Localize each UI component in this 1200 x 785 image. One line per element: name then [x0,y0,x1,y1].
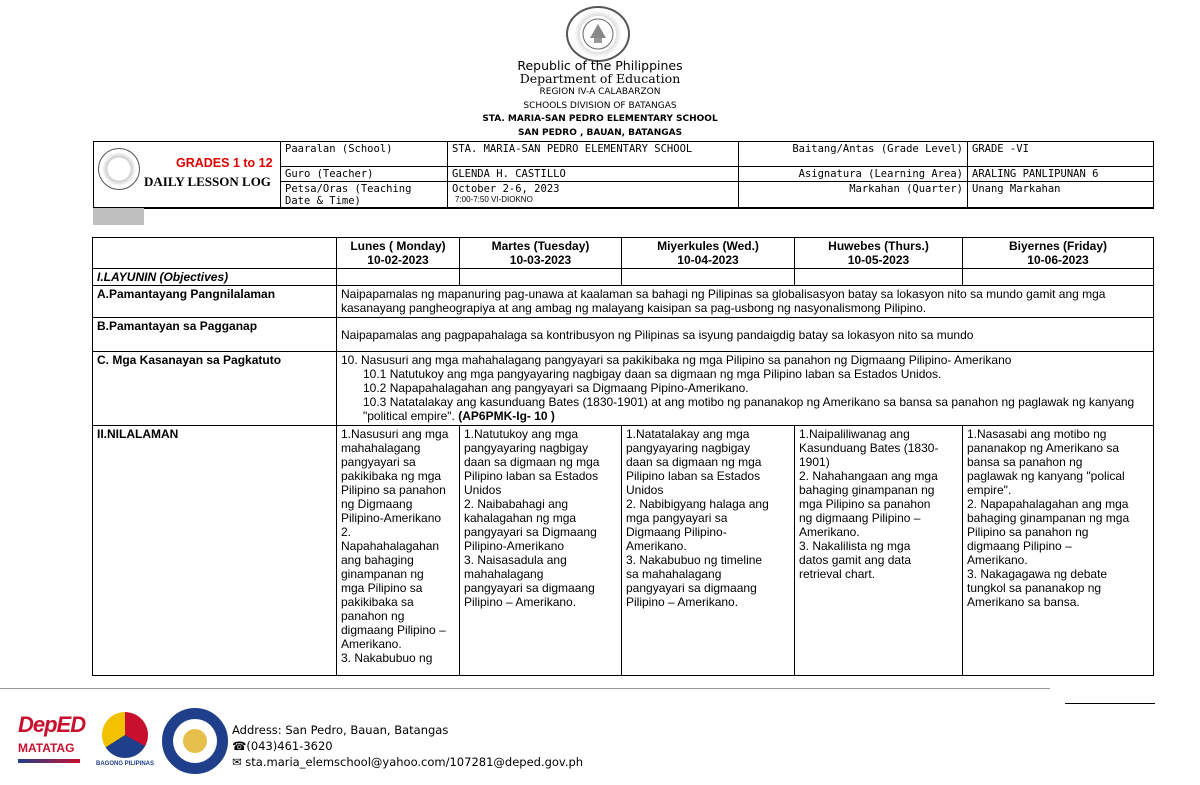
nilalaman-line: bahaging ginampanan ng [799,483,935,497]
competency-item: 10.2 Napapahalagahan ang pangyayari sa Digmaang Pipino-Amerikano. [363,381,749,395]
grade-value: GRADE -VI [968,142,1154,167]
nilalaman-line: 3. Naisasadula ang [464,553,567,567]
nilalaman-line: paglawak ng kanyang "polical [967,469,1125,483]
nilalaman-line: Amerikano. [626,539,687,553]
header-department: Department of Education [519,71,681,86]
competency-label: C. Mga Kasanayan sa Pagkatuto [93,352,337,426]
info-table [280,141,1154,209]
nilalaman-line: Amerikano. [967,553,1028,567]
day-header: Huwebes (Thurs.) 10-05-2023 [795,238,963,269]
nilalaman-line: Kasunduang Bates (1830- [799,441,939,455]
deped-logo [18,712,86,763]
nilalaman-line: Unidos [464,483,502,497]
dll-table [92,237,1154,676]
nilalaman-line: 2. Napapahalagahan ang mga [967,497,1129,511]
nilalaman-line: 1901) [799,455,830,469]
nilalaman-line: 1.Nasusuri ang mga [341,427,449,441]
subject-label: Asignatura (Learning Area) [739,167,968,182]
teacher-label: Guro (Teacher) [281,167,448,182]
subject-value: ARALING PANLIPUNAN 6 [968,167,1154,182]
dll-title: DAILY LESSON LOG [144,174,271,189]
competency-text [337,352,1154,426]
nilalaman-line: ng Digmaang [341,497,413,511]
header-division: SCHOOLS DIVISION OF BATANGAS [523,101,677,111]
header-school: STA. MARIA-SAN PEDRO ELEMENTARY SCHOOL [482,114,718,124]
nilalaman-line: Amerikano sa bansa. [967,595,1080,609]
grades-label: GRADES 1 to 12 [176,156,273,170]
competency-main: 10. Nasusuri ang mga mahahalagang pangyayari sa pakikibaka ng mga Pilipino sa panahon ng Digmaang Pilipino- Amerikano [341,353,1012,367]
nilalaman-line: digmaang Pilipino – [967,539,1072,553]
deped-wordmark: DepED [18,712,86,737]
nilalaman-cell-fri [963,426,1154,676]
logo-block [93,141,281,209]
nilalaman-line: mahahalagang [341,441,421,455]
nilalaman-line: pangyayari sa digmaang [464,581,595,595]
competency-item: 10.3 Natatalakay ang kasunduang Bates (1830-1901) at ang motibo ng pananakop ng Amerikano sa bansa sa panahon ng paglawak ng kanyang "political empire". (AP6PMK-Ig- 10 ) [363,395,1135,423]
nilalaman-line: Pilipino – Amerikano. [626,595,739,609]
nilalaman-cell-wed [622,426,795,676]
deped-seal-small [98,148,140,190]
header-region: REGION IV-A CALABARZON [539,87,661,97]
quarter-value: Unang Markahan [968,182,1154,209]
footer-divider-right [1065,703,1155,704]
nilalaman-line: ginampanan ng [341,567,424,581]
nilalaman-line: Pilipino-Amerikano [464,539,565,553]
nilalaman-line: datos gamit ang data [799,553,912,567]
bagong-pilipinas-text: BAGONG PILIPINAS [96,761,155,767]
teacher-value: GLENDA H. CASTILLO [448,167,739,182]
footer-phone-row [232,739,333,753]
footer-phone: (043)461-3620 [246,739,333,753]
nilalaman-line: pangyayaring nagbigay [464,441,589,455]
nilalaman-line: 2. [341,525,352,539]
nilalaman-line: Napahahalagahan [341,539,440,553]
footer-divider [0,688,1050,689]
day-header: Miyerkules (Wed.) 10-04-2023 [622,238,795,269]
nilalaman-line: Amerikano. [341,637,402,651]
nilalaman-line: Unidos [626,483,664,497]
nilalaman-line: mga Pilipino sa [341,581,423,595]
school-label: Paaralan (School) [281,142,448,167]
nilalaman-line: mga Pilipino sa panahon [799,497,931,511]
nilalaman-line: daan sa digmaan ng mga [464,455,600,469]
grade-label: Baitang/Antas (Grade Level) [739,142,968,167]
gray-box [93,207,144,225]
nilalaman-line: bahaging ginampanan ng mga [967,511,1130,525]
content-standard-label: A.Pamantayang Pangnilalaman [93,286,337,318]
day-header: Lunes ( Monday) 10-02-2023 [337,238,460,269]
time-value: 7:00-7:50 VI-DIOKNO [455,195,533,204]
nilalaman-line: pananakop ng Amerikano sa [967,441,1120,455]
header-address: SAN PEDRO , BAUAN, BATANGAS [517,128,683,138]
nilalaman-line: 2. Nahahangaan ang mga [799,469,938,483]
nilalaman-line: tungkol sa pananakop ng [967,581,1102,595]
deped-tagline [18,759,80,763]
nilalaman-line: 3. Nakabubuo ng [341,651,433,665]
competency-item: 10.1 Natutukoy ang mga pangyayaring nagbigay daan sa digmaan ng mga Pilipino laban sa Estados Unidos. [363,367,942,381]
nilalaman-line: pangyayari sa digmaang [626,581,757,595]
nilalaman-line: pakikibaka sa [341,595,414,609]
objectives-label: I.LAYUNIN (Objectives) [93,269,337,286]
nilalaman-line: pakikibaka ng mga [341,469,442,483]
deped-seal-top [566,6,630,62]
nilalaman-line: Pilipino-Amerikano [341,511,442,525]
nilalaman-label: II.NILALAMAN [93,426,337,676]
footer-email: sta.maria_elemschool@yahoo.com/107281@deped.gov.ph [245,755,584,769]
competency-row [93,352,1154,426]
nilalaman-line: 2. Nabibigyang halaga ang [626,497,769,511]
nilalaman-line: ang bahaging [341,553,414,567]
nilalaman-line: digmaang Pilipino – [341,623,446,637]
nilalaman-line: Pilipino laban sa Estados [626,469,761,483]
nilalaman-line: mga pangyayari sa [626,511,728,525]
matatag-wordmark: MATATAG [18,741,75,755]
nilalaman-line: pangyayari sa Digmaang [464,525,597,539]
competency-code: (AP6PMK-Ig- 10 ) [458,409,555,423]
nilalaman-line: sa mahahalagang [626,567,722,581]
nilalaman-line: kahalagahan ng mga [464,511,577,525]
nilalaman-line: empire". [967,483,1012,497]
nilalaman-line: daan sa digmaan ng mga [626,455,762,469]
nilalaman-cell-tue [460,426,622,676]
nilalaman-line: 3. Nakabubuo ng timeline [626,553,763,567]
bagong-pilipinas-logo [96,712,160,770]
nilalaman-line: ng digmaang Pilipino – [799,511,921,525]
content-standard-row [93,286,1154,318]
nilalaman-line: mahahalagang [464,567,544,581]
date-label: Petsa/Oras (Teaching Date & Time) [281,182,448,209]
nilalaman-line: pangyayaring nagbigay [626,441,751,455]
footer-email-row [232,755,583,769]
date-cell [448,182,739,209]
school-seal [162,708,228,774]
nilalaman-line: 2. Naibabahagi ang [464,497,569,511]
nilalaman-cell-mon [337,426,460,676]
school-value: STA. MARIA-SAN PEDRO ELEMENTARY SCHOOL [448,142,739,167]
day-header-row [93,238,1154,269]
bagong-pilipinas-emblem [102,712,148,758]
nilalaman-line: pangyayari sa [341,455,416,469]
header-country: Republic of the Philippines [517,58,683,73]
nilalaman-line: 1.Nasasabi ang motibo ng [967,427,1107,441]
mail-icon: ✉ [232,755,242,769]
performance-standard-label: B.Pamantayan sa Pagganap [93,318,337,352]
nilalaman-line: Digmaang Pilipino- [626,525,727,539]
nilalaman-line: 1.Natutukoy ang mga [464,427,579,441]
day-header: Biyernes (Friday) 10-06-2023 [963,238,1154,269]
performance-standard-text: Naipapamalas ang pagpapahalaga sa kontribusyon ng Pilipinas sa isyung pandaigdig batay sa lokasyon nito sa mundo [337,318,1154,352]
nilalaman-row [93,426,1154,676]
nilalaman-line: 1.Natatalakay ang mga [626,427,750,441]
quarter-label: Markahan (Quarter) [739,182,968,209]
nilalaman-line: Pilipino – Amerikano. [464,595,577,609]
nilalaman-line: panahon ng [341,609,405,623]
nilalaman-line: bansa sa panahon ng [967,455,1083,469]
date-value: October 2-6, 2023 [452,183,560,195]
day-header: Martes (Tuesday) 10-03-2023 [460,238,622,269]
content-standard-text: Naipapamalas ng mapanuring pag-unawa at kaalaman sa bahagi ng Pilipinas sa globalisasyon batay sa lokasyon nito sa mundo gamit ang mga kasanayang pangheograpiya at ang ambag ng malayang kaisipan sa pag-usbong ng nasyonalismong Pilipino. [337,286,1154,318]
nilalaman-line: retrieval chart. [799,567,876,581]
info-table-bottom-border [93,207,1154,208]
performance-standard-row [93,318,1154,352]
nilalaman-line: 1.Naipaliliwanag ang [799,427,910,441]
nilalaman-line: Pilipino laban sa Estados [464,469,599,483]
nilalaman-cell-thu [795,426,963,676]
nilalaman-line: Amerikano. [799,525,860,539]
corner-cell [93,238,337,269]
nilalaman-line: Pilipino sa panahon ng [967,525,1089,539]
footer-address: Address: San Pedro, Bauan, Batangas [232,723,449,737]
objectives-row [93,269,1154,286]
nilalaman-line: 3. Nakagagawa ng debate [967,567,1108,581]
phone-icon: ☎ [232,739,247,753]
nilalaman-line: 3. Nakalilista ng mga [799,539,911,553]
nilalaman-line: Pilipino sa panahon [341,483,446,497]
